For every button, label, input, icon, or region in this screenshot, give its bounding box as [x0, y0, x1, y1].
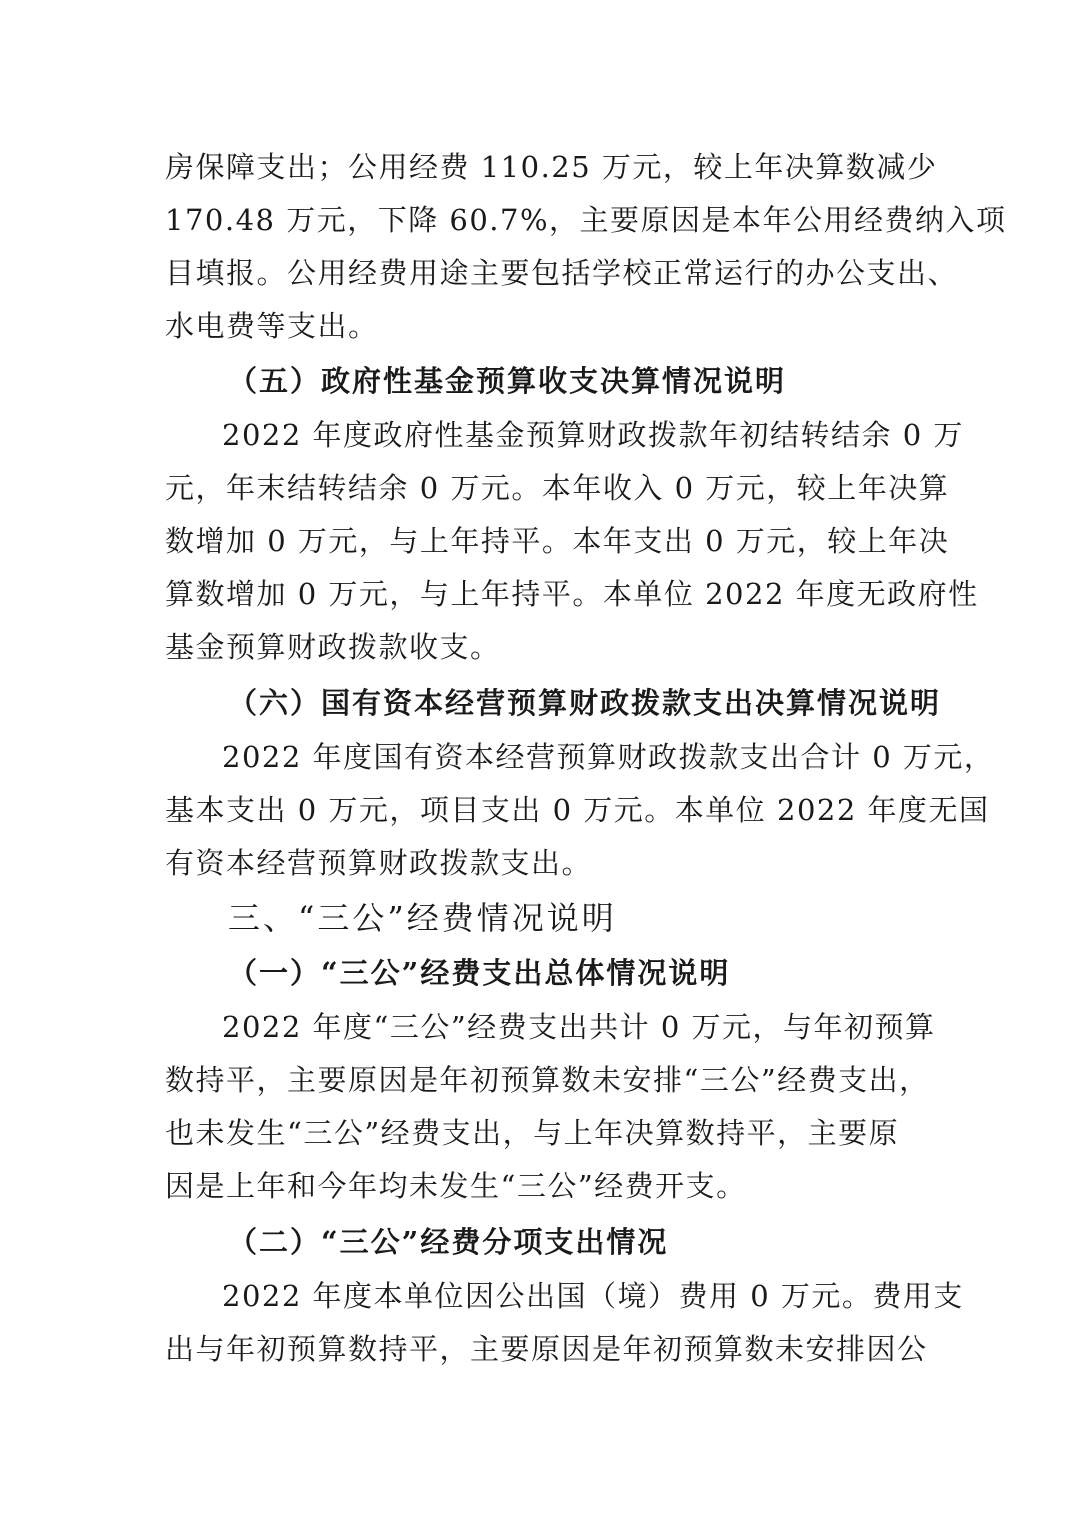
paragraph-line: 数持平，主要原因是年初预算数未安排“三公”经费支出，: [165, 1063, 930, 1097]
paragraph-line: 170.48 万元，下降 60.7%，主要原因是本年公用经费纳入项: [165, 203, 1007, 237]
paragraph-line: 房保障支出；公用经费 110.25 万元，较上年决算数减少: [165, 150, 938, 184]
paragraph-line: 2022 年度国有资本经营预算财政拨款支出合计 0 万元，: [222, 740, 995, 774]
paragraph-line: 有资本经营预算财政拨款支出。: [165, 846, 593, 880]
section-heading-2: （二）“三公”经费分项支出情况: [228, 1225, 669, 1259]
section-heading-6: （六）国有资本经营预算财政拨款支出决算情况说明: [228, 686, 942, 720]
paragraph-line: 2022 年度“三公”经费支出共计 0 万元，与年初预算: [222, 1010, 936, 1044]
paragraph-line: 出与年初预算数持平，主要原因是年初预算数未安排因公: [165, 1332, 928, 1366]
paragraph-line: 也未发生“三公”经费支出，与上年决算数持平，主要原: [165, 1116, 900, 1150]
paragraph-line: 2022 年度政府性基金预算财政拨款年初结转结余 0 万: [222, 418, 964, 452]
paragraph-line: 水电费等支出。: [165, 309, 379, 343]
paragraph-line: 因是上年和今年均未发生“三公”经费开支。: [165, 1169, 747, 1203]
paragraph-line: 基金预算财政拨款收支。: [165, 630, 501, 664]
paragraph-line: 目填报。公用经费用途主要包括学校正常运行的办公支出、: [165, 256, 959, 290]
paragraph-line: 元，年末结转结余 0 万元。本年收入 0 万元，较上年决算: [165, 471, 950, 505]
paragraph-line: 数增加 0 万元，与上年持平。本年支出 0 万元，较上年决: [165, 524, 950, 558]
chapter-heading-3: 三、“三公”经费情况说明: [228, 899, 617, 937]
paragraph-line: 算数增加 0 万元，与上年持平。本单位 2022 年度无政府性: [165, 577, 979, 611]
paragraph-line: 2022 年度本单位因公出国（境）费用 0 万元。费用支: [222, 1279, 964, 1313]
section-heading-5: （五）政府性基金预算收支决算情况说明: [228, 364, 787, 398]
paragraph-line: 基本支出 0 万元，项目支出 0 万元。本单位 2022 年度无国: [165, 793, 990, 827]
section-heading-1: （一）“三公”经费支出总体情况说明: [228, 956, 731, 990]
